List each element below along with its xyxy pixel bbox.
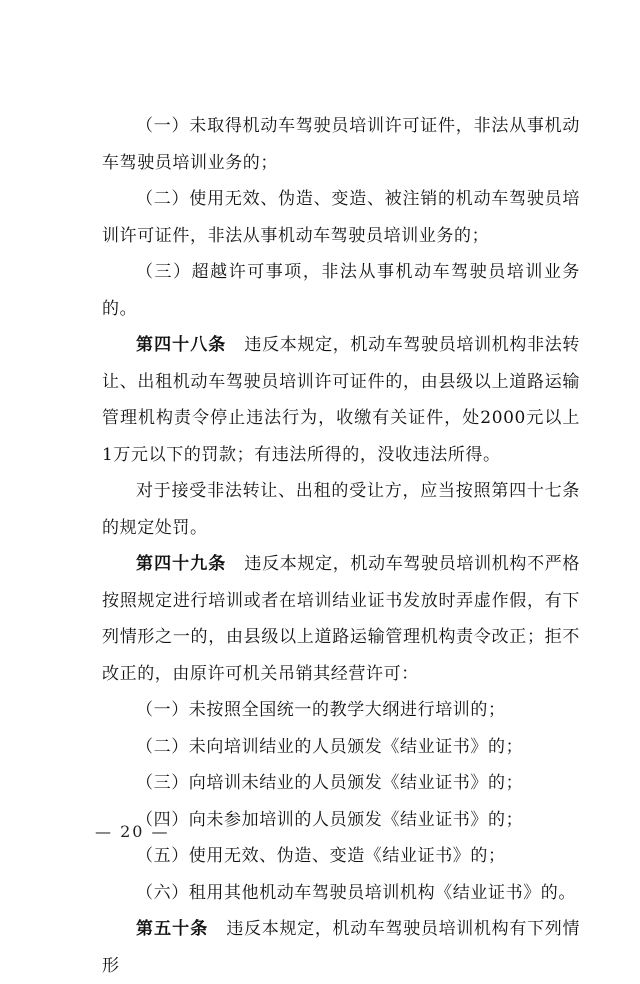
article-48-paragraph-2	[102, 473, 580, 546]
paragraph-text: （二）未向培训结业的人员颁发《结业证书》的；	[136, 736, 524, 757]
article-text: 违反本规定，机动车驾驶员培训机构有下列情形	[102, 919, 581, 976]
paragraph-text: （四）向未参加培训的人员颁发《结业证书》的；	[136, 809, 524, 830]
article-49-item-2	[102, 729, 580, 766]
article-title: 第五十条	[136, 919, 209, 939]
article-49-item-6	[102, 875, 580, 912]
clause-47-item-1	[102, 108, 580, 181]
article-49-item-5	[102, 838, 580, 875]
paragraph-text: （一）未取得机动车驾驶员培训许可证件，非法从事机动车驾驶员培训业务的；	[102, 116, 580, 173]
paragraph-text: 对于接受非法转让、出租的受让方，应当按照第四十七条的规定处罚。	[102, 481, 580, 538]
article-text: 违反本规定，机动车驾驶员培训机构不严格按照规定进行培训或者在培训结业证书发放时弄虚作假，有下列情形之一的，由县级以上道路运输管理机构责令改正；拒不改正的，由原许可机关吊销其经营许可：	[102, 554, 581, 684]
paragraph-text: （二）使用无效、伪造、变造、被注销的机动车驾驶员培训许可证件，非法从事机动车驾驶员培训业务的；	[102, 189, 580, 246]
paragraph-text: （一）未按照全国统一的教学大纲进行培训的；	[136, 700, 506, 720]
article-49-item-4	[102, 802, 580, 839]
article-49	[102, 546, 580, 692]
paragraph-text: （五）使用无效、伪造、变造《结业证书》的；	[136, 846, 506, 866]
article-49-item-3	[102, 765, 580, 802]
article-title: 第四十九条	[136, 554, 227, 574]
article-title: 第四十八条	[136, 335, 227, 355]
paragraph-text: （三）超越许可事项，非法从事机动车驾驶员培训业务的。	[102, 262, 580, 319]
page-number: — 20 —	[95, 822, 170, 841]
paragraph-text: （三）向培训未结业的人员颁发《结业证书》的；	[136, 773, 524, 793]
article-49-item-1	[102, 692, 580, 729]
clause-47-item-3	[102, 254, 580, 327]
article-48	[102, 327, 580, 473]
paragraph-text: （六）租用其他机动车驾驶员培训机构《结业证书》的。	[136, 882, 576, 903]
article-text: 违反本规定，机动车驾驶员培训机构非法转让、出租机动车驾驶员培训许可证件的，由县级以上道路运输管理机构责令停止违法行为，收缴有关证件，处2000元以上1万元以下的罚款；有违法所得的，没收违法所得。	[102, 335, 581, 465]
document-body	[102, 108, 580, 984]
article-50	[102, 911, 580, 984]
clause-47-item-2	[102, 181, 580, 254]
